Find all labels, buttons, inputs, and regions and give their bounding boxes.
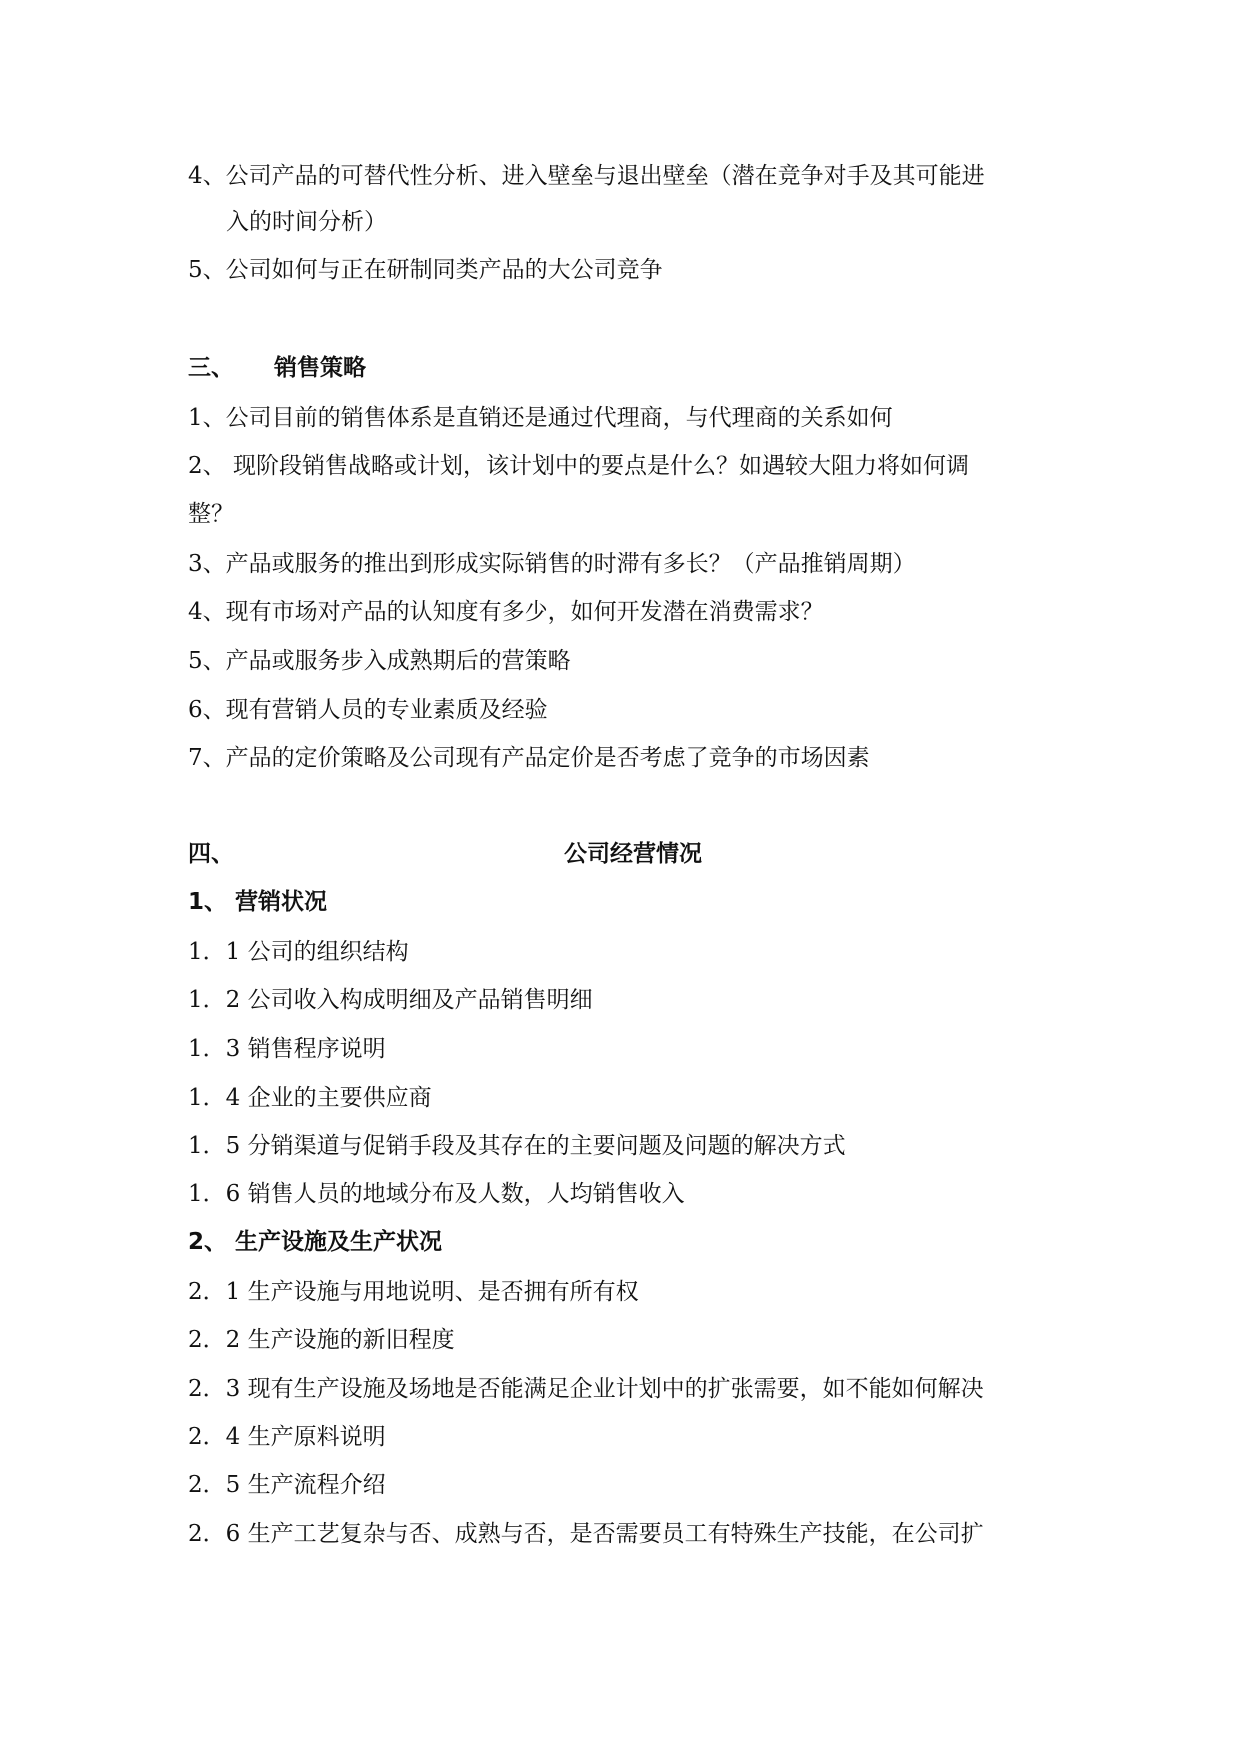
list-item: 4、现有市场对产品的认知度有多少，如何开发潜在消费需求？ bbox=[188, 599, 824, 625]
section-title: 销售策略 bbox=[274, 355, 366, 381]
list-item: 2．6 生产工艺复杂与否、成熟与否，是否需要员工有特殊生产技能，在公司扩 bbox=[188, 1521, 984, 1547]
section-number: 四、 bbox=[188, 841, 234, 867]
paragraph-line: 5、公司如何与正在研制同类产品的大公司竞争 bbox=[188, 257, 663, 283]
list-item: 1．2 公司收入构成明细及产品销售明细 bbox=[188, 987, 593, 1013]
list-item: 2．3 现有生产设施及场地是否能满足企业计划中的扩张需要，如不能如何解决 bbox=[188, 1376, 984, 1402]
list-item: 2．5 生产流程介绍 bbox=[188, 1472, 386, 1498]
list-item: 7、产品的定价策略及公司现有产品定价是否考虑了竞争的市场因素 bbox=[188, 745, 870, 771]
list-item: 2．1 生产设施与用地说明、是否拥有所有权 bbox=[188, 1279, 639, 1305]
list-item: 3、产品或服务的推出到形成实际销售的时滞有多长？（产品推销周期） bbox=[188, 551, 916, 577]
list-item: 2．4 生产原料说明 bbox=[188, 1424, 386, 1450]
list-item: 1．6 销售人员的地域分布及人数，人均销售收入 bbox=[188, 1181, 685, 1207]
paragraph-line: 4、公司产品的可替代性分析、进入壁垒与退出壁垒（潜在竞争对手及其可能进 bbox=[188, 163, 985, 189]
subsection-heading: 2、 生产设施及生产状况 bbox=[188, 1229, 443, 1255]
paragraph-line: 入的时间分析） bbox=[226, 209, 387, 235]
section-number: 三、 bbox=[188, 355, 234, 381]
list-item: 2、 现阶段销售战略或计划，该计划中的要点是什么？如遇较大阻力将如何调 bbox=[188, 453, 969, 479]
list-item: 1、公司目前的销售体系是直销还是通过代理商，与代理商的关系如何 bbox=[188, 405, 893, 431]
list-item: 1．5 分销渠道与促销手段及其存在的主要问题及问题的解决方式 bbox=[188, 1133, 846, 1159]
section-title: 公司经营情况 bbox=[564, 841, 702, 867]
list-item: 6、现有营销人员的专业素质及经验 bbox=[188, 697, 548, 723]
list-item: 1．3 销售程序说明 bbox=[188, 1036, 386, 1062]
list-item: 2．2 生产设施的新旧程度 bbox=[188, 1327, 455, 1353]
subsection-heading: 1、 营销状况 bbox=[188, 889, 328, 915]
list-item: 1．1 公司的组织结构 bbox=[188, 939, 409, 965]
list-item: 整？ bbox=[188, 501, 234, 527]
list-item: 1．4 企业的主要供应商 bbox=[188, 1085, 432, 1111]
list-item: 5、产品或服务步入成熟期后的营策略 bbox=[188, 648, 571, 674]
